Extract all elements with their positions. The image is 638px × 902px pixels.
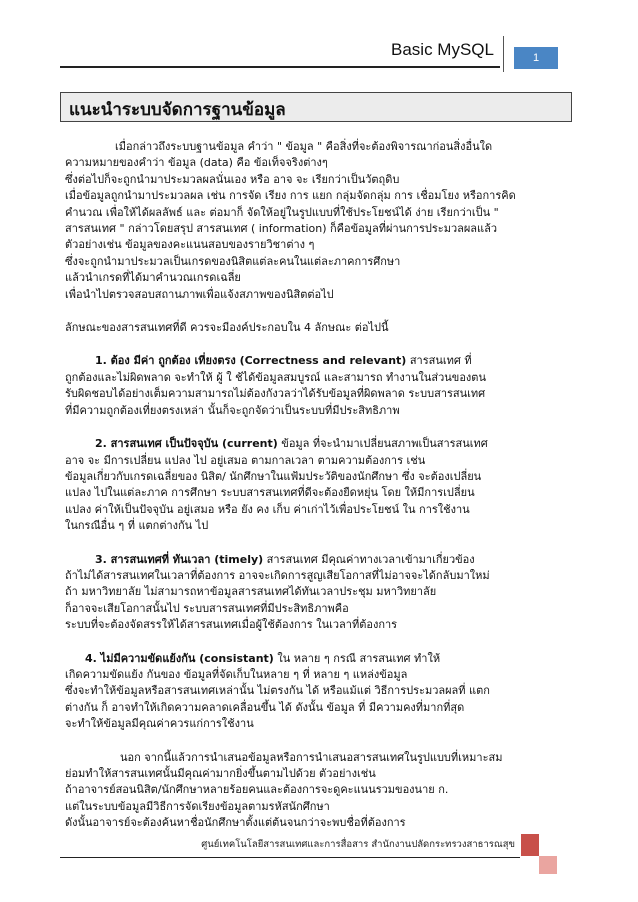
header-title: Basic MySQL [391, 40, 494, 59]
header-rule [60, 66, 500, 68]
intro-line: เมื่อข้อมูลถูกนำมาประมวลผล เช่น การจัด เรียง การ แยก กลุ่มจัดกลุ่ม การ เชื่อมโยง หรือการคิด [65, 189, 516, 203]
intro-line: คำนวณ เพื่อให้ได้ผลลัพธ์ และ ต่อมาก็ จัดให้อยู่ในรูปแบบที่ใช้ประโยชน์ได้ ง่าย เรียกว่าเป็น " [65, 205, 499, 219]
item-4-lead: ใน หลาย ๆ กรณี สารสนเทศ ทำให้ [273, 651, 441, 665]
characteristics-intro: ลักษณะของสารสนเทศที่ดี ควรจะมีองค์ประกอบใน 4 ลักษณะ ต่อไปนี้ [65, 321, 389, 335]
item-1-heading: 1. ต้อง มีค่า ถูกต้อง เที่ยงตรง (Correctness and relevant) [95, 354, 407, 368]
closing-line: ย่อมทำให้สารสนเทศนั้นมีคุณค่ามากยิ่งขึ้นตามไปด้วย ตัวอย่างเช่น [65, 767, 376, 780]
item-2-line: แปลง ค่าให้เป็นปัจจุบัน อยู่เสมอ หรือ ยัง คง เก็บ ค่าเก่าไว้เพื่อประโยชน์ ใน การใช้งาน [65, 502, 470, 516]
item-3-lead: สารสนเทศ มีคุณค่าทางเวลาเข้ามาเกี่ยวข้อง [263, 552, 475, 566]
section-title-box [60, 92, 572, 122]
item-1-lead: สารสนเทศ ที่ [406, 354, 472, 368]
intro-line: ซึ่งจะถูกนำมาประมวลเป็นเกรดของนิสิตแต่ละคนในแต่ละภาคการศึกษา [65, 254, 401, 268]
item-4-heading-line [75, 651, 570, 667]
item-3-line: ก็อาจจะเสียโอกาสนั้นไป ระบบสารสนเทศที่มีประสิทธิภาพคือ [65, 601, 349, 615]
item-4-heading: 4. ไม่มีความขัดแย้งกัน (consistant) [85, 651, 274, 665]
item-2-heading: 2. สารสนเทศ เป็นปัจจุบัน (current) [95, 437, 278, 451]
closing-line: นอก จากนี้แล้วการนำเสนอข้อมูลหรือการนำเสนอสารสนเทศในรูปแบบที่เหมาะสม [120, 750, 503, 764]
header-divider-vertical [503, 36, 504, 72]
item-1-line: รับผิดชอบได้อย่างเต็มความสามารถไม่ต้องกังวลว่าได้รับข้อมูลที่ผิดพลาด ระบบสารสนเทศ [65, 387, 486, 401]
item-2-line: ข้อมูลเกี่ยวกับเกรดเฉลี่ยของ นิสิต/ นักศึกษาในแฟ้มประวัติของนักศึกษา ซึ่ง จะต้องเปลี่ยน [65, 469, 482, 483]
item-3-line: ระบบที่จะต้องจัดสรรให้ได้สารสนเทศเมื่อผู้ใช้ต้องการ ในเวลาที่ต้องการ [65, 618, 398, 632]
closing-line: แต่ในระบบข้อมูลมีวิธีการจัดเรียงข้อมูลตามรหัสนักศึกษา [65, 799, 330, 813]
item-1-line: ถูกต้องและไม่ผิดพลาด จะทำให้ ผู้ ใ ช้ได้ข้อมูลสมบูรณ์ และสามารถ ทำงานในส่วนของตน [65, 370, 486, 384]
footer-rule [60, 857, 520, 858]
intro-line: เพื่อนำไปตรวจสอบสถานภาพเพื่อแจ้งสภาพของนิสิตต่อไป [65, 287, 334, 301]
item-2-lead: ข้อมูล ที่จะนำมาเปลี่ยนสภาพเป็นสารสนเทศ [277, 437, 488, 451]
item-3-line: ถ้า มหาวิทยาลัย ไม่สามารถหาข้อมูลสารสนเทศได้ทันเวลาประชุม มหาวิทยาลัย [65, 585, 437, 599]
intro-line: ซึ่งต่อไปก็จะถูกนำมาประมวลผลนั่นเอง หรือ อาจ จะ เรียกว่าเป็นวัตถุดิบ [65, 172, 400, 186]
item-2-heading-line [75, 436, 570, 452]
intro-line: สารสนเทศ " กล่าวโดยสรุป สารสนเทศ ( information) ก็คือข้อมูลที่ผ่านการประมวลผลแล้ว [65, 222, 498, 236]
document-body [65, 139, 570, 832]
item-4-line: ต่างกัน ก็ อาจทำให้เกิดความคลาดเคลื่อนขึ้น ได้ ดังนั้น ข้อมูล ที่ มีความคงที่มากที่สุด [65, 700, 465, 714]
item-3-heading: 3. สารสนเทศที่ ทันเวลา (timely) [95, 552, 264, 566]
intro-line: ตัวอย่างเช่น ข้อมูลของคะแนนสอบของรายวิชาต่าง ๆ [65, 238, 315, 252]
item-4-line: ซึ่งจะทำให้ข้อมูลหรือสารสนเทศเหล่านั้น ไม่ตรงกัน ได้ หรือแม้แต่ วิธีการประมวลผลที่ แตก [65, 684, 490, 698]
item-2-line: อาจ จะ มีการเปลี่ยน แปลง ไป อยู่เสมอ ตามกาลเวลา ตามความต้องการ เช่น [65, 453, 426, 467]
item-3-heading-line [75, 552, 570, 568]
page-number-badge: 1 [514, 47, 558, 69]
item-2-line: ในกรณีอื่น ๆ ที่ แตกต่างกัน ไป [65, 519, 209, 533]
footer-accent-square-light [539, 856, 557, 874]
item-4-line: เกิดความขัดแย้ง กันของ ข้อมูลที่จัดเก็บในหลาย ๆ ที่ หลาย ๆ แหล่งข้อมูล [65, 667, 408, 681]
closing-line: ถ้าอาจารย์สอนนิสิต/นักศึกษาหลายร้อยคนและต้องการจะดูคะแนนรวมของนาย ก. [65, 783, 449, 797]
footer-accent-square [521, 834, 539, 856]
item-1-heading-line [75, 353, 570, 369]
item-1-line: ที่มีความถูกต้องเที่ยงตรงเหล่า นั้นก็จะถูกจัดว่าเป็นระบบที่มีประสิทธิภาพ [65, 403, 400, 417]
closing-line: ดังนั้นอาจารย์จะต้องค้นหาชื่อนักศึกษาตั้งแต่ต้นจนกว่าจะพบชื่อที่ต้องการ [65, 816, 406, 830]
item-3-line: ถ้าไม่ได้สารสนเทศในเวลาที่ต้องการ อาจจะเกิดการสูญเสียโอกาสที่ไม่อาจจะได้กลับมาใหม่ [65, 568, 490, 582]
item-4-line: จะทำให้ข้อมูลมีคุณค่าควรแก่การใช้งาน [65, 717, 254, 731]
intro-line: เมื่อกล่าวถึงระบบฐานข้อมูล คำว่า " ข้อมูล " คือสิ่งที่จะต้องพิจารณาก่อนสิ่งอื่นใด [115, 140, 493, 153]
intro-line: ความหมายของคำว่า ข้อมูล (data) คือ ข้อเท็จจริงต่างๆ [65, 156, 328, 170]
section-title: แนะนำระบบจัดการฐานข้อมูล [69, 100, 286, 120]
intro-line: แล้วนำเกรดที่ได้มาคำนวณเกรดเฉลี่ย [65, 271, 241, 285]
footer-text: ศูนย์เทคโนโลยีสารสนเทศและการสื่อสาร สำนักงานปลัดกระทรวงสาธารณสุข [201, 839, 515, 850]
item-2-line: แปลง ไปในแต่ละภาค การศึกษา ระบบสารสนเทศที่ดีจะต้องยืดหยุ่น โดย ให้มีการเปลี่ยน [65, 486, 475, 500]
